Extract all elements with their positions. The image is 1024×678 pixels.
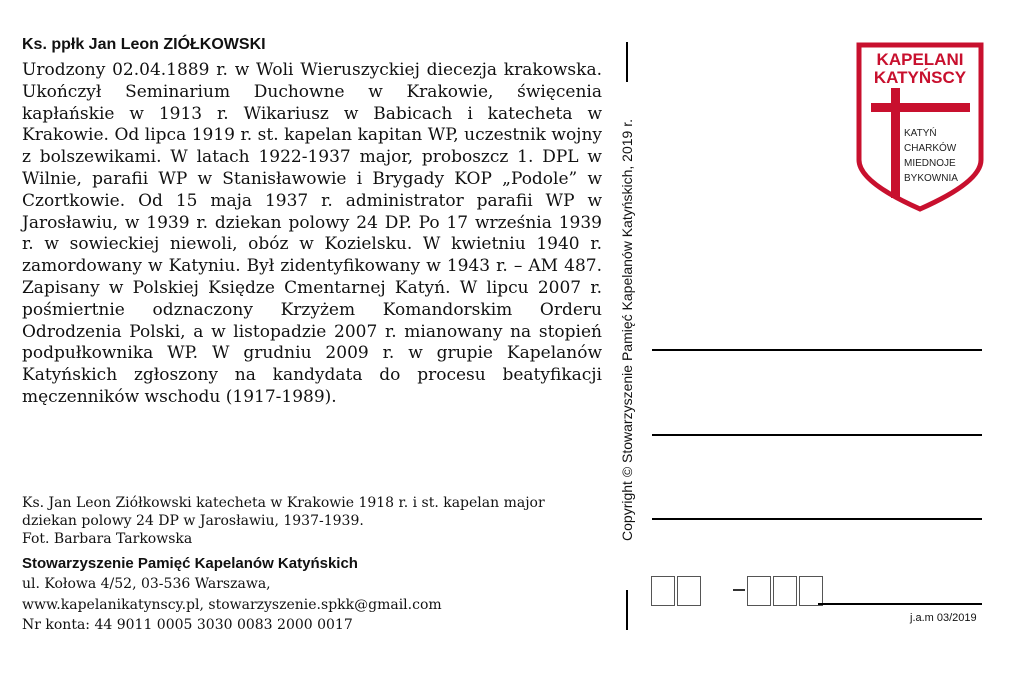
logo-cross-horizontal (871, 103, 970, 112)
postcode-box[interactable] (677, 576, 701, 606)
kapelani-katynscy-logo (856, 42, 984, 212)
postcode-dash (733, 589, 745, 591)
organization-contact: www.kapelanikatynscy.pl, stowarzyszenie.spkk@gmail.com (22, 597, 442, 613)
divider-top (626, 42, 628, 82)
logo-line1: KAPELANI (876, 50, 964, 69)
logo-place: MIEDNOJE (904, 158, 956, 169)
postcode-box[interactable] (651, 576, 675, 606)
photo-credit: Fot. Barbara Tarkowska (22, 531, 193, 547)
photo-caption (22, 494, 602, 548)
postcode-box[interactable] (747, 576, 771, 606)
address-line-2[interactable] (652, 434, 982, 436)
print-code: j.a.m 03/2019 (910, 612, 977, 624)
logo-line2: KATYŃSCY (873, 68, 967, 87)
logo-place: KATYŃ (904, 128, 937, 139)
caption-text: Ks. Jan Leon Ziółkowski katecheta w Krakowie 1918 r. i st. kapelan major dziekan polowy 24 DP w Jarosławiu, 1937-1939. (22, 495, 545, 529)
logo-place: CHARKÓW (904, 143, 957, 154)
address-line-3[interactable] (652, 518, 982, 520)
logo-place: BYKOWNIA (904, 173, 958, 184)
organization-address: ul. Kołowa 4/52, 03-536 Warszawa, (22, 576, 271, 592)
city-line[interactable] (818, 603, 982, 605)
biography-text: Urodzony 02.04.1889 r. w Woli Wieruszyckiej diecezja krakowska. Ukończył Seminarium Duchowne w Krakowie, święcenia kapłańskie w 1913 r. Wikariusz w Babicach i katecheta w Krakowie. Od lipca 1919 r. st. kapelan kapitan WP, uczestnik wojny z bolszewikami. W latach 1922-1937 major, proboszcz 1. DPL w Wilnie, parafii WP w Stanisławowie i Brygady KOP „Podole” w Czortkowie. Od 15 maja 1937 r. administrator parafii WP w Jarosławiu, w 1939 r. dziekan polowy 24 DP. Po 17 września 1939 r. w sowieckiej niewoli, obóz w Kozielsku. W kwietniu 1940 r. zamordowany w Katyniu. Był zidentyfikowany w 1943 r. – AM 487. Zapisany w Polskiej Księdze Cmentarnej Katyń. W lipcu 2007 r. pośmiertnie odznaczony Krzyżem Komandorskim Orderu Odrodzenia Polski, a w listopadzie 2007 r. mianowany na stopień podpułkownika WP. W grudniu 2009 r. w grupie Kapelanów Katyńskich zgłoszony na kandydata do procesu beatyfikacji męczenników wschodu (1917-1989). (22, 60, 602, 407)
divider-bottom (626, 590, 628, 630)
organization-account: Nr konta: 44 9011 0005 3030 0083 2000 0017 (22, 617, 353, 633)
heading-name: Ks. ppłk Jan Leon ZIÓŁKOWSKI (22, 36, 266, 53)
organization-name: Stowarzyszenie Pamięć Kapelanów Katyńskich (22, 555, 358, 572)
postcode-box[interactable] (799, 576, 823, 606)
postcode-box[interactable] (773, 576, 797, 606)
address-line-1[interactable] (652, 349, 982, 351)
